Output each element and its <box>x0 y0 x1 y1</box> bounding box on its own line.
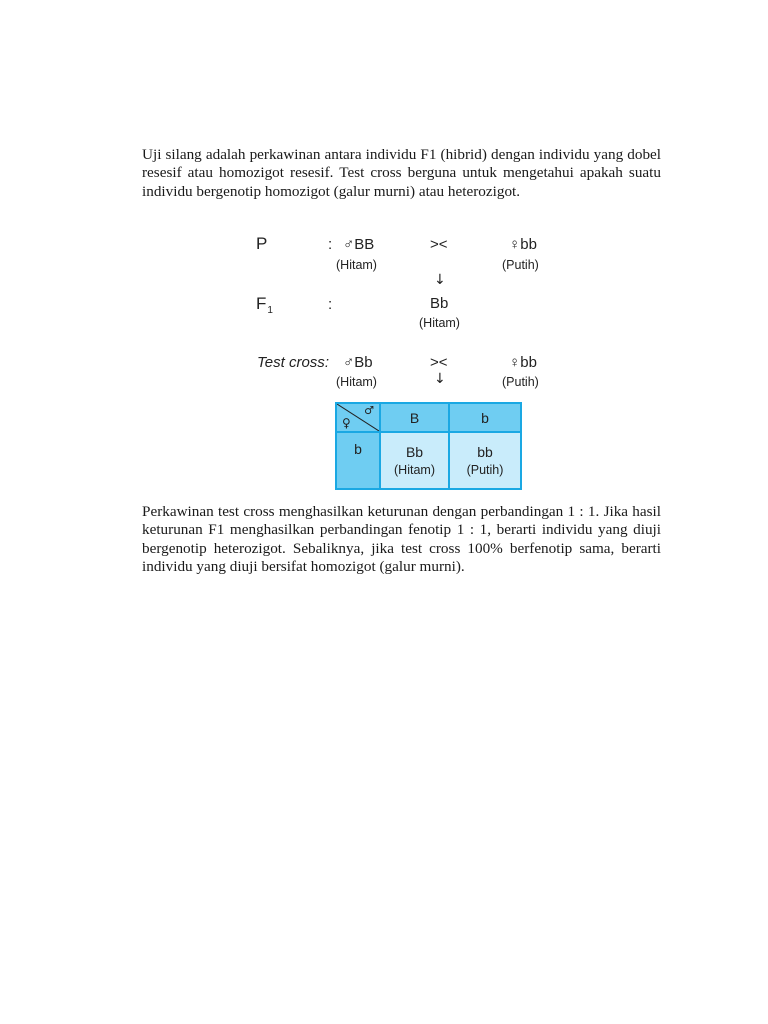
test-cross-symbol: >< <box>430 354 448 371</box>
cross-symbol: >< <box>430 236 448 253</box>
punnett-corner <box>336 403 380 432</box>
punnett-header-cell: B <box>380 403 449 432</box>
test-female-phenotype: (Putih) <box>502 375 539 389</box>
f1-colon: : <box>328 296 333 313</box>
f1-label: $F_1$ <box>256 294 273 316</box>
parent-male-phenotype: (Hitam) <box>336 258 377 272</box>
female-symbol-icon: ♀ <box>342 416 351 430</box>
punnett-cell <box>449 432 521 489</box>
down-arrow-icon: ↓ <box>434 272 446 288</box>
punnett-cell-genotype: bb <box>477 443 493 460</box>
test-male-phenotype: (Hitam) <box>336 375 377 389</box>
punnett-square <box>335 402 522 490</box>
parent-female-genotype: ♀bb <box>509 236 537 253</box>
punnett-cell-phenotype: (Hitam) <box>394 462 435 477</box>
punnett-header-cell: b <box>449 403 521 432</box>
punnett-row-label: b <box>336 432 380 489</box>
test-cross-label: Test cross: <box>257 354 329 371</box>
parent-male-genotype: ♂BB <box>343 236 375 253</box>
punnett-cell <box>380 432 449 489</box>
conclusion-paragraph: Perkawinan test cross menghasilkan keturunan dengan perbandingan 1 : 1. Jika hasil keturunan F1 menghasilkan perbandingan fenotip 1 : 1, berarti individu yang diuji bergenotip heterozigot. Sebaliknya, jika test cross 100% berfenotip sama, berarti individu yang diuji bersifat homozigot (galur murni). <box>142 503 661 575</box>
male-symbol-icon: ♂ <box>364 404 374 417</box>
f1-phenotype: (Hitam) <box>419 316 460 330</box>
punnett-cell-phenotype: (Putih) <box>466 462 504 477</box>
parent-colon: : <box>328 236 333 253</box>
parent-label: P <box>256 234 268 253</box>
punnett-cell-genotype: Bb <box>405 443 424 460</box>
test-female-genotype: ♀bb <box>509 354 537 371</box>
parent-female-phenotype: (Putih) <box>502 258 539 272</box>
test-male-genotype: ♂Bb <box>343 354 373 371</box>
intro-paragraph: Uji silang adalah perkawinan antara individu F1 (hibrid) dengan individu yang dobel resesif atau homozigot resesif. Test cross berguna untuk mengetahui apakah suatu individu bergenotip homozigot (galur murni) atau heterozigot. <box>142 146 661 200</box>
f1-genotype: Bb <box>430 295 449 312</box>
down-arrow-icon: ↓ <box>434 371 446 387</box>
